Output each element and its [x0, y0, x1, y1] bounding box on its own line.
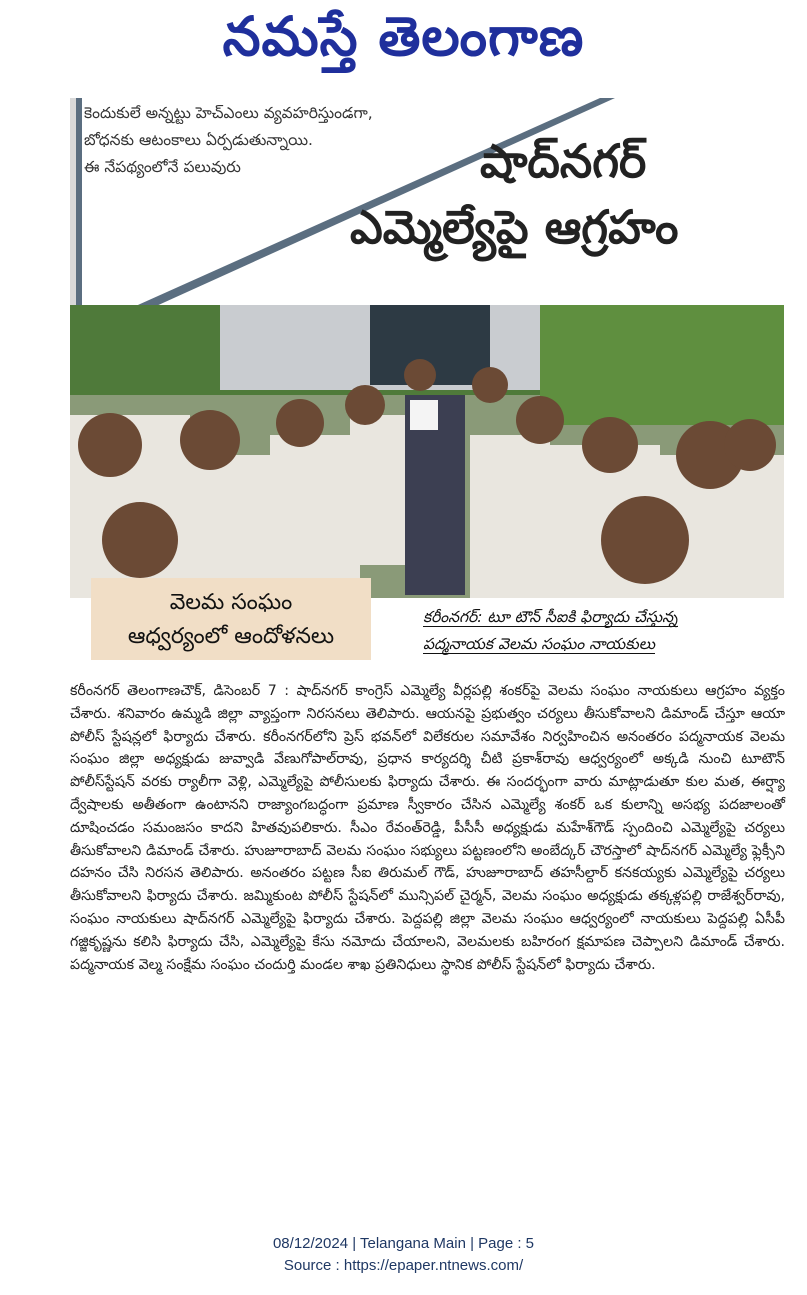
teaser-line: కెందుకులే అన్నట్టు హెచ్ఎంలు వ్యవహరిస్తుండగా,: [84, 104, 373, 122]
photo-credit-line-2: పద్మనాయక వెలమ సంఘం నాయకులు: [423, 635, 656, 653]
photo-credit-line-1: కరీంనగర్: టూ టౌన్ సీఐకి ఫిర్యాదు చేస్తున్న: [423, 608, 678, 626]
footer-source[interactable]: Source : https://epaper.ntnews.com/: [283, 1257, 524, 1274]
photo-caption-box: [91, 578, 371, 660]
caption-line-2: ఆధ్వర్యంలో ఆందోళనలు: [127, 624, 335, 649]
headline-line-1: షాద్‌నగర్: [480, 134, 647, 188]
caption-line-1: వెలమ సంఘం: [169, 590, 293, 615]
headline: [330, 130, 780, 262]
teaser-line: బోధనకు ఆటంకాలు ఏర్పడుతున్నాయి.: [84, 131, 313, 149]
article-body: కరీంనగర్ తెలంగాణచౌక్, డిసెంబర్ 7 : షాద్‌నగర్ కాంగ్రెస్ ఎమ్మెల్యే వీర్లపల్లి శంకర్‌పై వెలమ సంఘం నాయకులు ఆగ్రహం వ్యక్తం చేశారు. శనివారం ఉమ్మడి జిల్లా వ్యాప్తంగా నిరసనలు తెలిపారు. ఆయనపై ప్రభుత్వం చర్యలు తీసుకోవాలని డిమాండ్ చేస్తూ ఆయా పోలీస్ స్టేషన్లలో ఫిర్యాదు చేశారు. కరీంనగర్‌లోని ప్రెస్ భవన్‌లో విలేకరుల సమావేశం నిర్వహించిన అనంతరం పద్మనాయక వెలమ సంఘం జిల్లా అధ్యక్షుడు జువ్వాడి వేణుగోపాల్‌రావు, ప్రధాన కార్యదర్శి చీటి ప్రకాశ్‌రావు ఆధ్వర్యంలో అక్కడి నుంచి టూటౌన్ పోలీస్‌స్టేషన్ వరకు ర్యాలీగా వెళ్లి, ఎమ్మెల్యేపై పోలీసులకు ఫిర్యాదు చేశారు. ఈ సందర్భంగా వారు మాట్లాడుతూ కుల మత, ఈర్ష్యా ద్వేషాలకు అతీతంగా ఉంటానని రాజ్యాంగబద్ధంగా ప్రమాణ స్వీకారం చేసిన ఎమ్మెల్యే శంకర్ ఒక కులాన్ని అసభ్య పదజాలంతో దూషించడం సమంజసం కాదని హితవుపలికారు. సీఎం రేవంత్‌రెడ్డి, పీసీసీ అధ్యక్షుడు మహేశ్‌గౌడ్ స్పందించి ఎమ్మెల్యేపై చర్యలు తీసుకోవాలని డిమాండ్ చేశారు. హుజూరాబాద్ వెలమ సంఘం సభ్యులు పట్టణంలోని అంబేద్కర్ చౌరస్తాలో షాద్‌నగర్ ఎమ్మెల్యే ఫ్లెక్సీని దహనం చేసి నిరసన తెలిపారు. అనంతరం పట్టణ సీఐ తిరుమల్ గౌడ్, హుజూరాబాద్ తహసీల్దార్ కనకయ్యకు ఎమ్మెల్యేపై చర్యలు తీసుకోవాలని ఫిర్యాదు చేశారు. జమ్మికుంట పోలీస్ స్టేషన్‌లో మున్సిపల్ చైర్మన్, వెలమ సంఘం అధ్యక్షుడు తక్కళ్లపల్లి రాజేశ్వర్‌రావు, సంఘం నాయకులు షాద్‌నగర్ ఎమ్మెల్యేపై ఫిర్యాదు చేశారు. పెద్దపల్లి జిల్లా వెలమ సంఘం ఆధ్వర్యంలో నాయకులు పెద్దపల్లి ఏసీపీ గజ్జికృష్ణను కలిసి ఫిర్యాదు చేసి, ఎమ్మెల్యేపై కేసు నమోదు చేయాలని, వెలమలకు బహిరంగ క్షమాపణ చెప్పాలని డిమాండ్ చేశారు. పద్మనాయక వెల్మ సంక్షేమ సంఘం చందుర్తి మండల శాఖ ప్రతినిధులు స్థానిక పోలీస్ స్టేషన్‌లో ఫిర్యాదు చేశారు.: [70, 683, 785, 973]
masthead-title: నమస్తే తెలంగాణ: [222, 5, 585, 68]
headline-line-2: ఎమ్మెల్యేపై ఆగ్రహం: [350, 200, 679, 254]
news-photo: [70, 305, 784, 598]
footer-edition-info: 08/12/2024 | Telangana Main | Page : 5: [272, 1235, 535, 1252]
photo-credit: [423, 604, 753, 658]
teaser-line: ఈ నేపథ్యంలోనే పలువురు: [84, 158, 241, 176]
